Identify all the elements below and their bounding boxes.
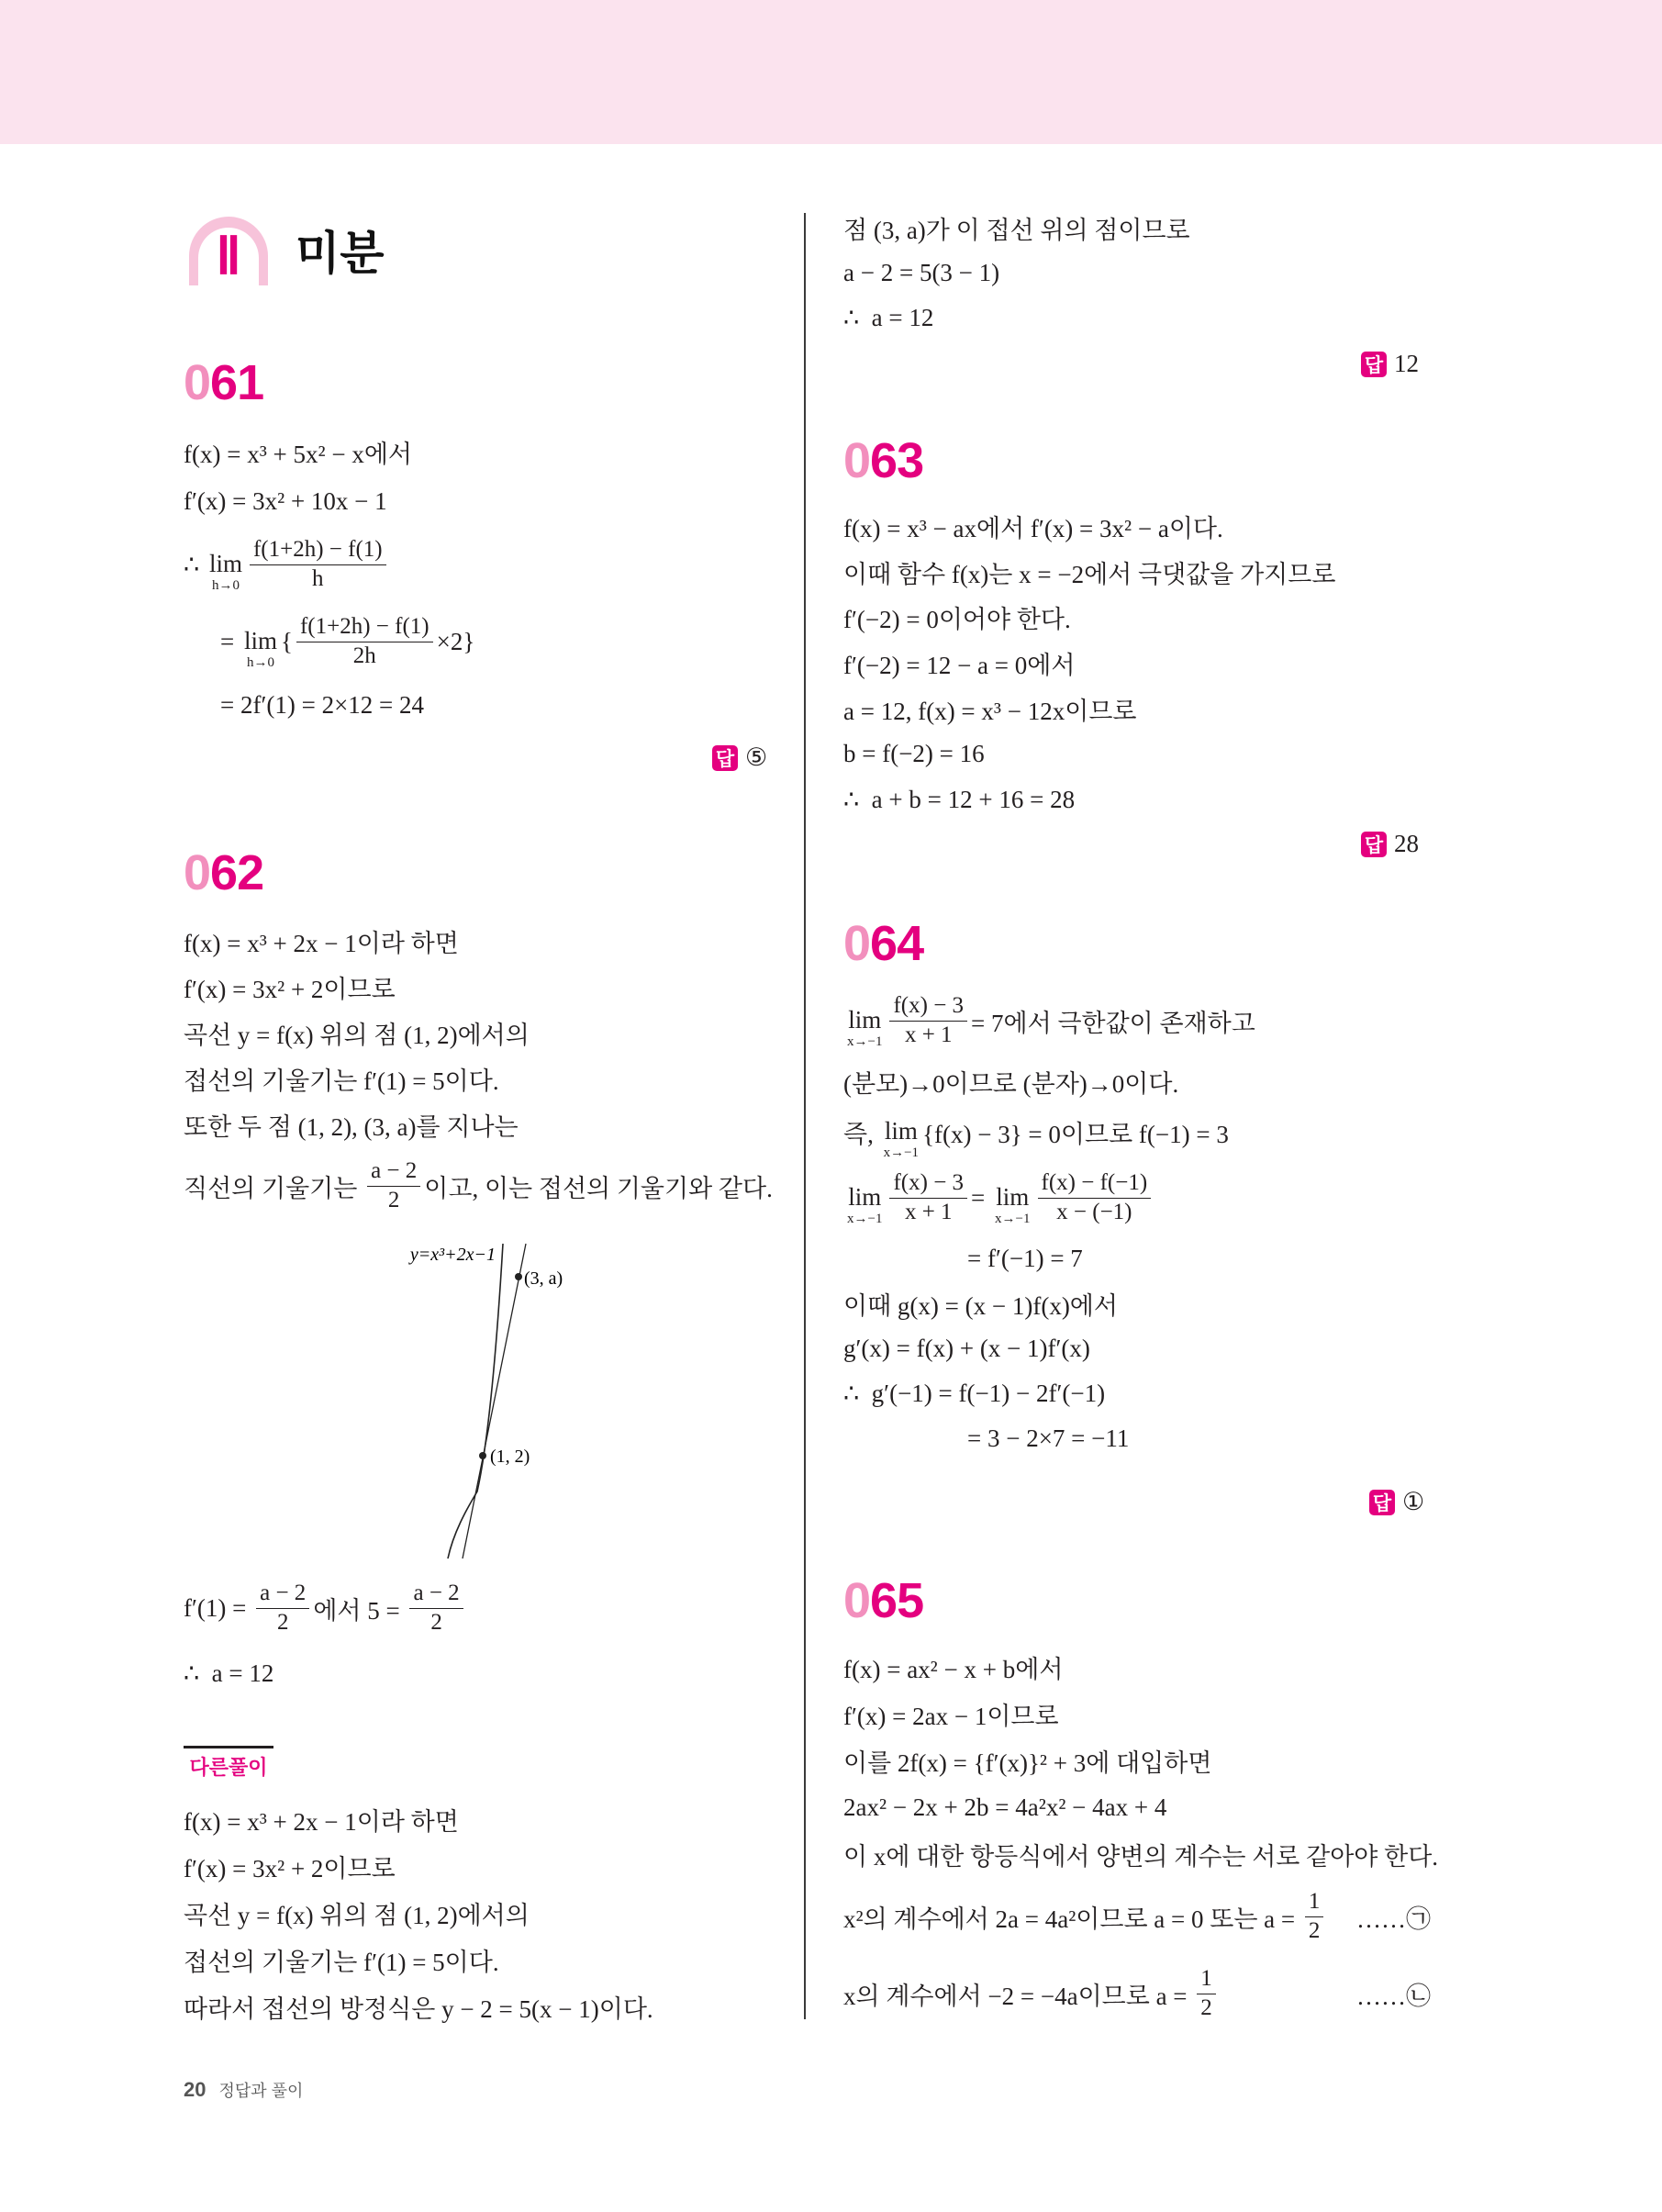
line-text: 이때 g(x) = (x − 1)f(x)에서 [843, 1292, 1118, 1320]
solution-061 [184, 427, 771, 730]
line-text: { [281, 627, 293, 655]
problem-number-062: 062 [184, 845, 264, 900]
line-text: = f′(−1) = 7 [967, 1245, 1083, 1272]
math-line [184, 603, 771, 680]
line-text: f(x) = x³ + 2x − 1이라 하면 [184, 929, 459, 957]
limit-subscript: h→0 [211, 577, 240, 593]
line-text: x의 계수에서 −2 = −4a이므로 a = [843, 1982, 1194, 2010]
fraction [889, 1170, 967, 1226]
fraction-numerator: 1 [1197, 1966, 1216, 1994]
math-line [843, 251, 1431, 296]
alt-solution-062-continued [843, 206, 1431, 341]
line-text: (분모)→0이므로 (분자)→0이다. [843, 1070, 1179, 1098]
point-1-2 [479, 1452, 486, 1459]
math-line [843, 641, 1431, 687]
line-text: = 3 − 2×7 = −11 [967, 1424, 1130, 1452]
line-text: 따라서 접선의 방정식은 y − 2 = 5(x − 1)이다. [184, 1995, 653, 2023]
solution-063 [843, 504, 1431, 822]
math-line [843, 595, 1431, 641]
fraction-numerator: f(1+2h) − f(1) [250, 537, 386, 565]
fraction-denominator: 2 [1200, 1994, 1212, 2020]
fraction-numerator: f(x) − 3 [889, 993, 967, 1022]
solution-065 [843, 1644, 1439, 2032]
line-text: 또한 두 점 (1, 2), (3, a)를 지나는 [184, 1112, 519, 1141]
limit [847, 1005, 883, 1049]
math-line [843, 296, 1431, 341]
math-line [184, 964, 771, 1010]
line-text: 직선의 기울기는 [184, 1174, 364, 1202]
limit-symbol: lim [996, 1182, 1030, 1211]
limit [883, 1116, 920, 1160]
limit-subscript: x→−1 [883, 1145, 920, 1160]
line-text: f(x) = x³ + 5x² − x에서 [184, 440, 413, 468]
fraction-numerator: f(x) − 3 [889, 1170, 967, 1199]
line-text: ∴ a = 12 [843, 304, 934, 331]
line-text: 이고, 이는 접선의 기울기와 같다. [424, 1174, 773, 1202]
math-line [843, 1784, 1431, 1831]
line-text: a = 12, f(x) = x³ − 12x이므로 [843, 697, 1137, 725]
line-text: f′(x) = 3x² + 10x − 1 [184, 486, 387, 515]
footer-title: 정답과 풀이 [218, 2082, 304, 2100]
line-text: f′(1) = [184, 1593, 253, 1622]
line-text: 이를 2f(x) = {f′(x)}² + 3에 대입하면 [843, 1749, 1212, 1777]
fraction-numerator: a − 2 [367, 1158, 420, 1187]
limit-subscript: h→0 [246, 654, 274, 670]
math-line [184, 1647, 771, 1700]
limit [995, 1182, 1031, 1226]
answer-value: 28 [1394, 830, 1419, 857]
math-line [184, 1101, 771, 1147]
line-text: ∴ a + b = 12 + 16 = 28 [843, 785, 1076, 813]
line-text: 점 (3, a)가 이 접선 위의 점이므로 [843, 217, 1190, 244]
limit-symbol: lim [208, 549, 242, 577]
alt-solution-062 [184, 1796, 771, 2030]
fraction-denominator: 2 [430, 1609, 442, 1635]
column-divider [804, 213, 806, 2019]
fraction [409, 1581, 463, 1637]
fraction [1305, 1889, 1324, 1945]
limit-symbol: lim [884, 1116, 918, 1145]
line-text: 접선의 기울기는 f′(1) = 5이다. [184, 1949, 499, 1976]
header-band [0, 0, 1662, 144]
math-line [184, 1796, 771, 1843]
fraction-numerator: f(1+2h) − f(1) [296, 614, 433, 642]
math-line [843, 777, 1431, 823]
math-line [184, 1056, 771, 1101]
answer-badge: 답 [1361, 832, 1387, 857]
chapter-title: 미분 [296, 228, 385, 279]
math-line [843, 550, 1431, 596]
fraction [296, 614, 433, 670]
math-line [843, 1955, 1431, 2032]
fraction [1197, 1966, 1216, 2022]
math-line [843, 206, 1431, 251]
fraction [250, 537, 386, 593]
line-text: 2ax² − 2x + 2b = 4a²x² − 4ax + 4 [843, 1793, 1167, 1821]
fraction-denominator: x − (−1) [1056, 1199, 1132, 1224]
fraction [256, 1581, 309, 1637]
solution-064 [843, 982, 1431, 1461]
answer-062 [1361, 350, 1419, 378]
line-text: f′(x) = 3x² + 2이므로 [184, 975, 396, 1003]
limit-symbol: lim [848, 1182, 882, 1211]
answer-badge: 답 [712, 745, 738, 771]
math-line [184, 1890, 771, 1937]
math-line [184, 918, 771, 964]
answer-063 [1361, 830, 1419, 858]
fraction-denominator: x + 1 [904, 1022, 953, 1047]
problem-number-061: 061 [184, 355, 264, 410]
line-text: b = f(−2) = 16 [843, 740, 985, 768]
fraction-denominator: h [312, 565, 324, 591]
answer-value: 12 [1394, 350, 1419, 377]
line-text: 곡선 y = f(x) 위의 점 (1, 2)에서의 [184, 1902, 530, 1929]
math-line [184, 1147, 771, 1224]
math-line [843, 1371, 1431, 1416]
math-line [184, 1843, 771, 1890]
tangent-line [463, 1244, 526, 1558]
math-line [184, 1983, 771, 2030]
math-line [843, 1691, 1431, 1737]
math-line [843, 1831, 1439, 1878]
fraction [889, 993, 967, 1049]
line-text: 이 x에 대한 항등식에서 양변의 계수는 서로 같아야 한다. [843, 1843, 1439, 1871]
line-text: ∴ [184, 550, 206, 578]
line-text: = 2f′(1) = 2×12 = 24 [220, 690, 425, 719]
math-line [843, 1236, 1431, 1281]
math-line [184, 1010, 771, 1056]
fraction-denominator: 2h [352, 642, 376, 668]
problem-number-064: 064 [843, 916, 924, 971]
chapter-arch-icon [184, 214, 273, 285]
chapter-numeral: Ⅱ [216, 229, 241, 285]
tangent-graph [358, 1230, 597, 1570]
math-line [184, 1570, 771, 1647]
limit [847, 1182, 883, 1226]
line-text: ∴ a = 12 [184, 1659, 274, 1687]
limit [243, 626, 277, 670]
line-text: f(x) = x³ − ax에서 f′(x) = 3x² − a이다. [843, 515, 1223, 543]
math-line [843, 1104, 1431, 1159]
fraction [1038, 1170, 1152, 1226]
math-line [843, 732, 1431, 777]
fraction-numerator: a − 2 [256, 1581, 309, 1609]
line-text: ×2} [436, 627, 475, 655]
math-line [184, 526, 771, 603]
line-text: ∴ g′(−1) = f(−1) − 2f′(−1) [843, 1380, 1106, 1407]
equation-marker: ……㉠ [1356, 1905, 1431, 1933]
line-text: g′(x) = f(x) + (x − 1)f′(x) [843, 1335, 1090, 1362]
math-line [843, 1281, 1431, 1326]
point-3-a [515, 1273, 522, 1280]
solution-062 [184, 918, 771, 1224]
answer-badge: 답 [1361, 352, 1387, 377]
line-text: 이때 함수 f(x)는 x = −2에서 극댓값을 가지므로 [843, 560, 1336, 588]
line-text: f(x) = x³ + 2x − 1이라 하면 [184, 1808, 459, 1836]
line-text: = 7에서 극한값이 존재하고 [971, 1009, 1255, 1037]
answer-value: ① [1402, 1488, 1425, 1515]
problem-number-063: 063 [843, 433, 924, 488]
fraction-denominator: 2 [387, 1187, 400, 1212]
math-line [184, 1937, 771, 1983]
problem-number-065: 065 [843, 1573, 924, 1628]
limit-subscript: x→−1 [995, 1211, 1031, 1226]
alt-solution-label: 다른풀이 [184, 1746, 273, 1781]
point-top-label: (3, a) [524, 1268, 563, 1289]
line-text: = [971, 1183, 992, 1212]
limit-symbol: lim [243, 626, 277, 654]
page-number: 20 [184, 2078, 206, 2101]
fraction-denominator: x + 1 [904, 1199, 953, 1224]
line-text: 곡선 y = f(x) 위의 점 (1, 2)에서의 [184, 1021, 530, 1049]
math-line [843, 1878, 1431, 1955]
solution-062-result [184, 1570, 771, 1700]
line-text: f′(x) = 3x² + 2이므로 [184, 1855, 396, 1882]
math-line [843, 1416, 1431, 1461]
fraction-denominator: 2 [1308, 1917, 1321, 1943]
line-text: 즉, [843, 1120, 880, 1148]
math-line [184, 680, 771, 730]
line-text: x²의 계수에서 2a = 4a²이므로 a = 0 또는 a = [843, 1905, 1301, 1933]
math-line [843, 1737, 1431, 1784]
line-text: f′(x) = 2ax − 1이므로 [843, 1703, 1059, 1730]
answer-061 [712, 743, 767, 772]
fraction-numerator: f(x) − f(−1) [1038, 1170, 1152, 1199]
math-line [843, 1326, 1431, 1371]
chapter-heading [184, 213, 385, 286]
math-line [843, 686, 1431, 732]
line-text: f(x) = ax² − x + b에서 [843, 1656, 1064, 1683]
limit [208, 549, 242, 593]
answer-value: ⑤ [745, 743, 768, 771]
math-line [843, 1644, 1431, 1691]
math-line [843, 504, 1431, 550]
limit-subscript: x→−1 [847, 1033, 883, 1049]
limit-subscript: x→−1 [847, 1211, 883, 1226]
math-line [843, 1059, 1431, 1104]
line-text: f′(−2) = 12 − a = 0에서 [843, 652, 1076, 680]
math-line [843, 982, 1431, 1059]
line-text: f′(−2) = 0이어야 한다. [843, 606, 1071, 634]
answer-badge: 답 [1369, 1490, 1395, 1515]
answer-064 [1369, 1488, 1424, 1516]
line-text: {f(x) − 3} = 0이므로 f(−1) = 3 [922, 1120, 1229, 1148]
fraction [367, 1158, 420, 1214]
fraction-numerator: 1 [1305, 1889, 1324, 1917]
equation-marker: ……㉡ [1356, 1982, 1431, 2010]
limit-symbol: lim [848, 1005, 882, 1033]
line-text: 에서 5 = [313, 1596, 407, 1625]
curve-label: y=x³+2x−1 [409, 1245, 496, 1265]
math-line [184, 476, 771, 526]
math-line [843, 1159, 1431, 1236]
line-text: = [220, 627, 240, 655]
fraction-denominator: 2 [276, 1609, 289, 1635]
page-footer [184, 2078, 303, 2102]
fraction-numerator: a − 2 [409, 1581, 463, 1609]
point-bottom-label: (1, 2) [490, 1447, 530, 1467]
math-line [184, 427, 771, 476]
line-text: a − 2 = 5(3 − 1) [843, 259, 1000, 286]
line-text: 접선의 기울기는 f′(1) = 5이다. [184, 1067, 499, 1095]
